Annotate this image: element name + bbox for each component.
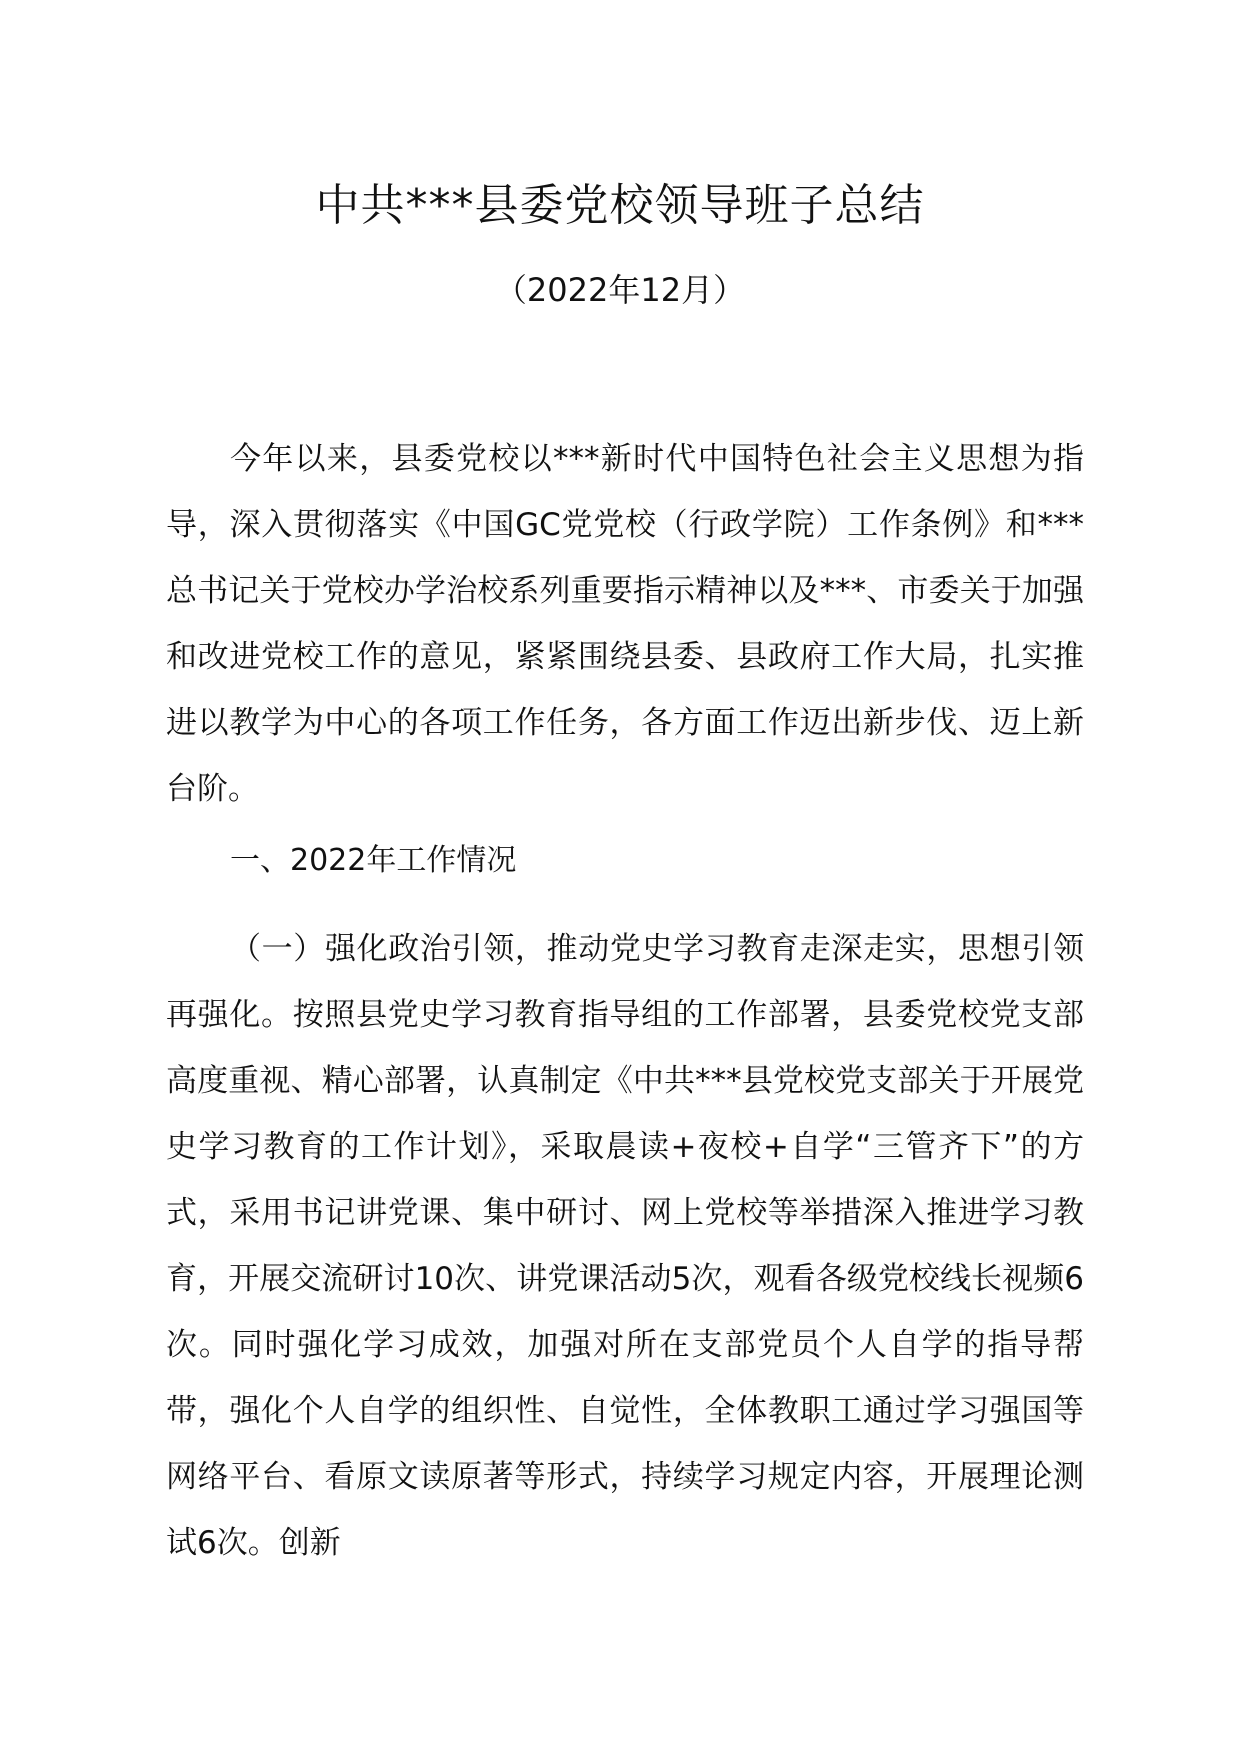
intro-paragraph: 今年以来，县委党校以***新时代中国特色社会主义思想为指导，深入贯彻落实《中国GC党党校（行政学院）工作条例》和***总书记关于党校办学治校系列重要指示精神以及***、市委关于加强和改进党校工作的意见，紧紧围绕县委、县政府工作大局，扎实推进以教学为中心的各项工作任务，各方面工作迈出新步伐、迈上新台阶。 — [166, 441, 1084, 807]
body-paragraph: （一）强化政治引领，推动党史学习教育走深走实，思想引领再强化。按照县党史学习教育指导组的工作部署，县委党校党支部高度重视、精心部署，认真制定《中共***县党校党支部关于开展党史学习教育的工作计划》，采取晨读+夜校+自学“三管齐下”的方式，采用书记讲党课、集中研讨、网上党校等举措深入推进学习教育，开展交流研讨10次、讲党课活动5次，观看各级党校线长视频6次。同时强化学习成效，加强对所在支部党员个人自学的指导帮带，强化个人自学的组织性、自觉性，全体教职工通过学习强国等网络平台、看原文读原著等形式，持续学习规定内容，开展理论测试6次。创新 — [166, 931, 1084, 1561]
section-heading: 一、2022年工作情况 — [230, 843, 517, 878]
document-title: 中共***县委党校领导班子总结 — [315, 180, 925, 231]
document-date: （2022年12月） — [494, 271, 746, 309]
